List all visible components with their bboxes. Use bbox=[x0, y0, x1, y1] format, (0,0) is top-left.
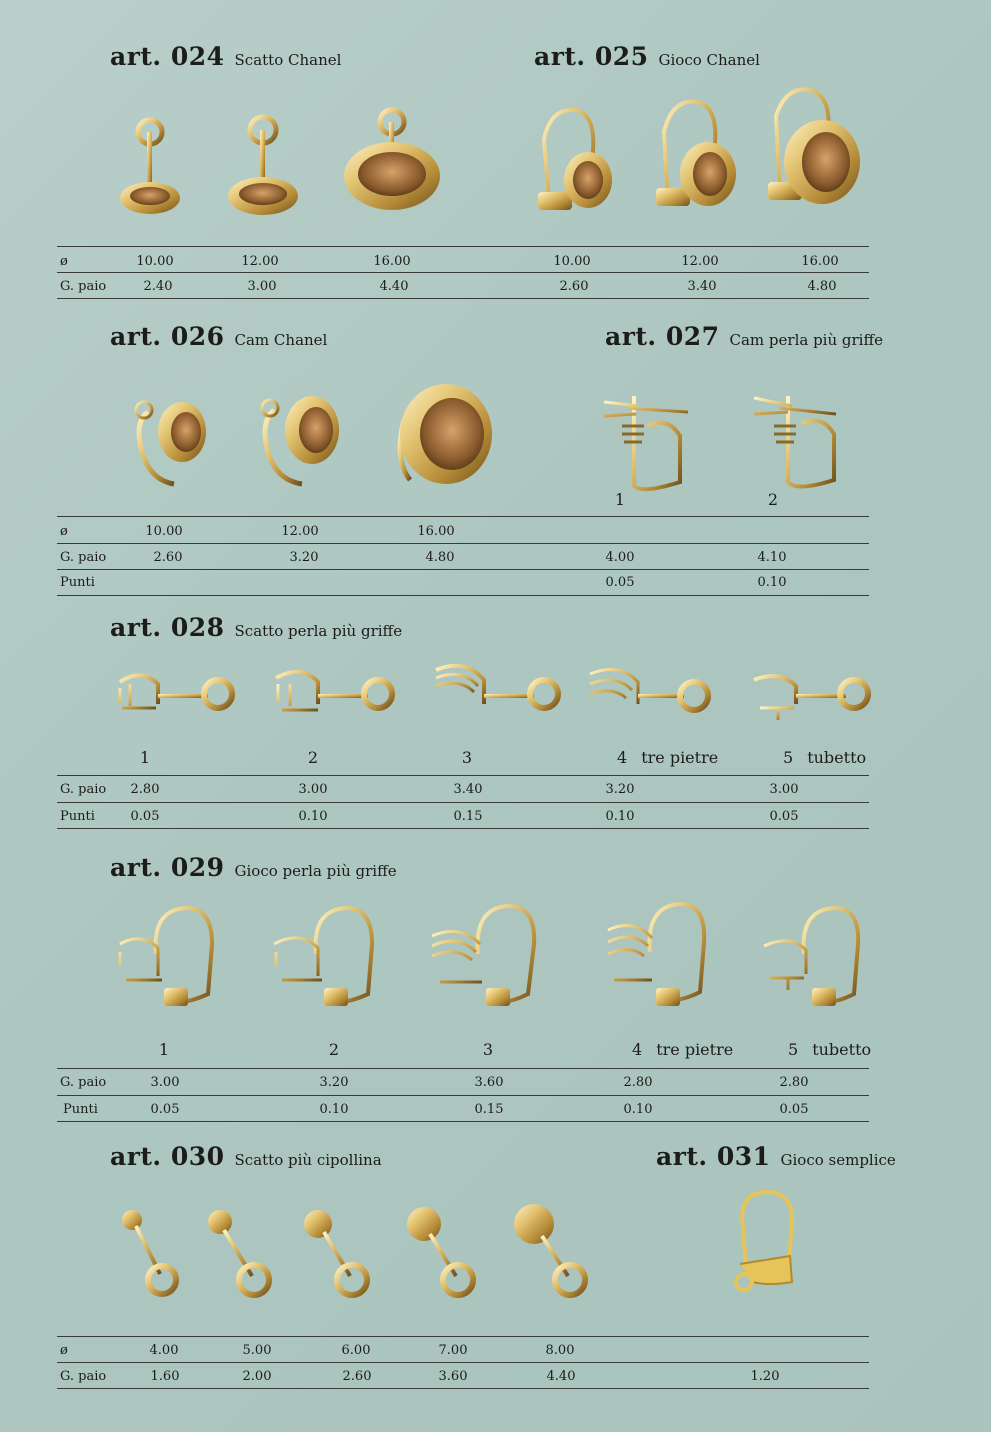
cell-diameter: 10.00 bbox=[136, 254, 174, 269]
row-label-weight: G. paio bbox=[60, 1369, 107, 1384]
cell-diameter: 12.00 bbox=[241, 254, 279, 269]
article-name: Cam Chanel bbox=[234, 331, 328, 349]
row-label-weight: G. paio bbox=[60, 1075, 107, 1090]
cell-points: 0.05 bbox=[605, 575, 635, 590]
variant-label bbox=[788, 1040, 871, 1059]
article-number: art. 024 bbox=[110, 42, 225, 71]
table-rule bbox=[57, 272, 869, 273]
table-rule bbox=[57, 298, 869, 299]
table-rule bbox=[57, 775, 869, 776]
leverback-earring-chanel-icon bbox=[648, 96, 743, 221]
row-label-diameter: ø bbox=[60, 524, 68, 539]
cell-diameter: 5.00 bbox=[242, 1343, 272, 1358]
table-rule bbox=[57, 246, 869, 247]
section-title-025 bbox=[534, 42, 760, 71]
variant-number: 3 bbox=[461, 748, 473, 767]
table-rule bbox=[57, 802, 869, 803]
leverback-tube-icon bbox=[760, 904, 868, 1019]
variant-name: tre pietre bbox=[641, 748, 719, 767]
stud-earring-chanel-icon bbox=[110, 110, 190, 230]
cell-weight: 3.60 bbox=[438, 1369, 468, 1384]
stud-pearl-prong-icon bbox=[272, 664, 397, 729]
row-label-weight: G. paio bbox=[60, 279, 107, 294]
leverback-earring-chanel-icon bbox=[530, 100, 625, 225]
variant-number: 1 bbox=[139, 748, 151, 767]
cell-diameter: 16.00 bbox=[373, 254, 411, 269]
row-label-points: Punti bbox=[63, 1102, 98, 1117]
article-name: Gioco Chanel bbox=[658, 51, 760, 69]
cell-diameter: 12.00 bbox=[281, 524, 319, 539]
simple-leverback-icon bbox=[730, 1186, 805, 1301]
omega-clip-chanel-icon bbox=[128, 392, 218, 492]
cell-weight: 1.20 bbox=[750, 1369, 780, 1384]
cell-weight: 4.40 bbox=[379, 279, 409, 294]
cell-points: 0.10 bbox=[757, 575, 787, 590]
cell-weight: 4.10 bbox=[757, 550, 787, 565]
section-title-027 bbox=[605, 322, 883, 351]
cell-weight: 3.20 bbox=[319, 1075, 349, 1090]
ball-stud-icon bbox=[298, 1204, 378, 1304]
ball-stud-icon bbox=[508, 1198, 598, 1306]
cell-weight: 3.40 bbox=[453, 782, 483, 797]
stud-tube-icon bbox=[750, 664, 875, 729]
variant-number: 3 bbox=[482, 1040, 494, 1059]
cell-points: 0.15 bbox=[453, 809, 483, 824]
article-number: art. 030 bbox=[110, 1142, 225, 1171]
cell-diameter: 10.00 bbox=[553, 254, 591, 269]
omega-clip-chanel-icon bbox=[254, 388, 349, 493]
variant-number: 4 bbox=[617, 748, 628, 767]
cell-points: 0.05 bbox=[130, 809, 160, 824]
leverback-pearl-prong-icon bbox=[112, 904, 222, 1019]
table-rule bbox=[57, 1121, 869, 1122]
cell-diameter: 8.00 bbox=[545, 1343, 575, 1358]
cell-weight: 2.00 bbox=[242, 1369, 272, 1384]
leverback-three-stone-icon bbox=[604, 900, 712, 1018]
cell-points: 0.05 bbox=[779, 1102, 809, 1117]
variant-label bbox=[783, 748, 866, 767]
variant-number: 4 bbox=[632, 1040, 643, 1059]
variant-number: 2 bbox=[307, 748, 319, 767]
cell-points: 0.10 bbox=[298, 809, 328, 824]
stud-earring-chanel-icon bbox=[218, 108, 308, 228]
cell-weight: 2.60 bbox=[559, 279, 589, 294]
leverback-pearl-prong-icon bbox=[428, 902, 543, 1020]
cell-points: 0.05 bbox=[769, 809, 799, 824]
cell-weight: 2.80 bbox=[130, 782, 160, 797]
variant-name: tubetto bbox=[807, 748, 867, 767]
article-name: Gioco semplice bbox=[780, 1151, 896, 1169]
variant-number: 5 bbox=[783, 748, 794, 767]
cell-diameter: 16.00 bbox=[801, 254, 839, 269]
table-rule bbox=[57, 569, 869, 570]
article-number: art. 029 bbox=[110, 853, 225, 882]
cell-weight: 2.60 bbox=[342, 1369, 372, 1384]
table-rule bbox=[57, 1362, 869, 1363]
section-title-031 bbox=[656, 1142, 896, 1171]
cell-weight: 2.60 bbox=[153, 550, 183, 565]
leverback-earring-chanel-icon bbox=[758, 86, 863, 221]
cell-weight: 3.00 bbox=[247, 279, 277, 294]
row-label-weight: G. paio bbox=[60, 550, 107, 565]
article-number: art. 026 bbox=[110, 322, 225, 351]
row-label-points: Punti bbox=[60, 575, 95, 590]
section-title-030 bbox=[110, 1142, 382, 1171]
cell-diameter: 6.00 bbox=[341, 1343, 371, 1358]
cell-weight: 3.00 bbox=[298, 782, 328, 797]
row-label-weight: G. paio bbox=[60, 782, 107, 797]
row-label-points: Punti bbox=[60, 809, 95, 824]
cell-points: 0.15 bbox=[474, 1102, 504, 1117]
article-number: art. 025 bbox=[534, 42, 649, 71]
variant-label bbox=[632, 1040, 733, 1059]
cell-points: 0.10 bbox=[319, 1102, 349, 1117]
variant-number: 2 bbox=[328, 1040, 340, 1059]
omega-clip-pearl-prong-icon bbox=[748, 386, 843, 496]
variant-number: 2 bbox=[767, 490, 779, 509]
row-label-diameter: ø bbox=[60, 1343, 68, 1358]
section-title-028 bbox=[110, 613, 402, 642]
stud-pearl-prong-icon bbox=[112, 664, 237, 729]
article-name: Scatto più cipollina bbox=[234, 1151, 382, 1169]
omega-clip-pearl-prong-icon bbox=[598, 386, 693, 496]
row-label-diameter: ø bbox=[60, 254, 68, 269]
ball-stud-icon bbox=[400, 1200, 485, 1305]
cell-weight: 4.00 bbox=[605, 550, 635, 565]
cell-weight: 1.60 bbox=[150, 1369, 180, 1384]
table-rule bbox=[57, 543, 869, 544]
cell-points: 0.05 bbox=[150, 1102, 180, 1117]
cell-weight: 3.60 bbox=[474, 1075, 504, 1090]
cell-weight: 3.40 bbox=[687, 279, 717, 294]
variant-label bbox=[617, 748, 718, 767]
cell-points: 0.10 bbox=[623, 1102, 653, 1117]
article-name: Scatto perla più griffe bbox=[234, 622, 403, 640]
cell-weight: 4.40 bbox=[546, 1369, 576, 1384]
cell-weight: 3.20 bbox=[605, 782, 635, 797]
cell-points: 0.10 bbox=[605, 809, 635, 824]
cell-weight: 3.00 bbox=[769, 782, 799, 797]
cell-diameter: 12.00 bbox=[681, 254, 719, 269]
article-name: Gioco perla più griffe bbox=[234, 862, 397, 880]
table-rule bbox=[57, 828, 869, 829]
table-rule bbox=[57, 1068, 869, 1069]
table-rule bbox=[57, 595, 869, 596]
variant-number: 1 bbox=[158, 1040, 170, 1059]
variant-name: tubetto bbox=[812, 1040, 872, 1059]
article-number: art. 027 bbox=[605, 322, 720, 351]
leverback-pearl-prong-icon bbox=[268, 904, 383, 1019]
section-title-024 bbox=[110, 42, 341, 71]
cell-weight: 4.80 bbox=[807, 279, 837, 294]
ball-stud-icon bbox=[202, 1204, 282, 1304]
stud-earring-chanel-icon bbox=[340, 104, 445, 224]
omega-clip-chanel-icon bbox=[390, 380, 495, 495]
ball-stud-icon bbox=[116, 1204, 186, 1304]
article-name: Scatto Chanel bbox=[234, 51, 342, 69]
section-title-026 bbox=[110, 322, 327, 351]
cell-weight: 4.80 bbox=[425, 550, 455, 565]
cell-weight: 3.00 bbox=[150, 1075, 180, 1090]
cell-diameter: 10.00 bbox=[145, 524, 183, 539]
table-rule bbox=[57, 1336, 869, 1337]
article-number: art. 031 bbox=[656, 1142, 771, 1171]
article-number: art. 028 bbox=[110, 613, 225, 642]
table-rule bbox=[57, 516, 869, 517]
stud-pearl-prong-icon bbox=[432, 660, 562, 730]
cell-weight: 2.80 bbox=[779, 1075, 809, 1090]
stud-three-stone-icon bbox=[586, 662, 721, 730]
cell-diameter: 16.00 bbox=[417, 524, 455, 539]
table-rule bbox=[57, 1388, 869, 1389]
cell-weight: 3.20 bbox=[289, 550, 319, 565]
section-title-029 bbox=[110, 853, 397, 882]
cell-diameter: 4.00 bbox=[149, 1343, 179, 1358]
variant-name: tre pietre bbox=[656, 1040, 734, 1059]
cell-weight: 2.80 bbox=[623, 1075, 653, 1090]
article-name: Cam perla più griffe bbox=[729, 331, 884, 349]
variant-number: 1 bbox=[614, 490, 626, 509]
cell-weight: 2.40 bbox=[143, 279, 173, 294]
table-rule bbox=[57, 1095, 869, 1096]
cell-diameter: 7.00 bbox=[438, 1343, 468, 1358]
variant-number: 5 bbox=[788, 1040, 799, 1059]
